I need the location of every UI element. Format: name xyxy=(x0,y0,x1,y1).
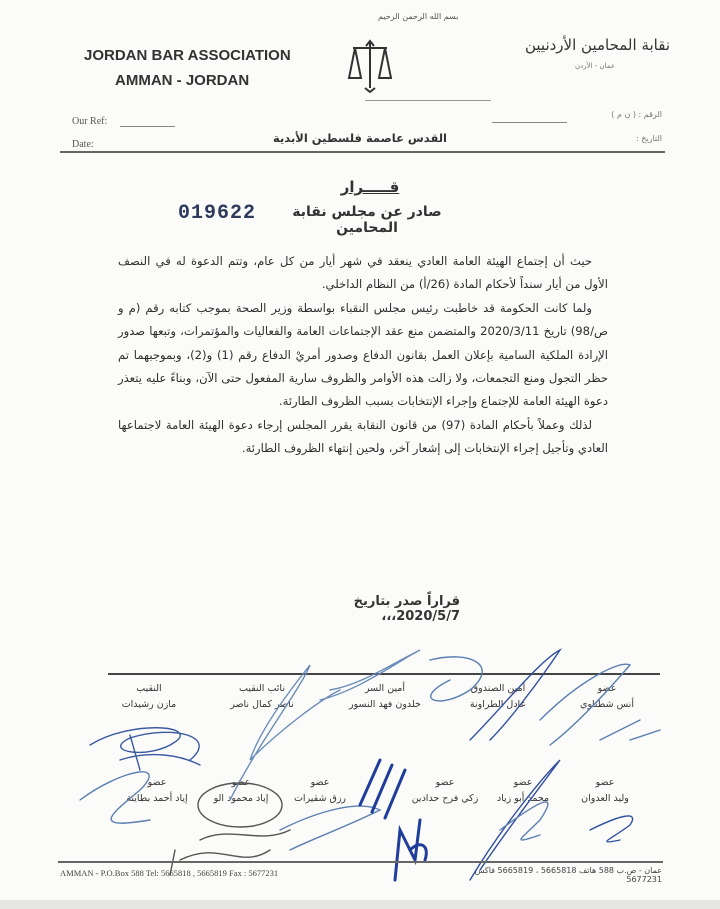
logo-underline xyxy=(365,100,491,101)
paragraph-2: ولما كانت الحكومة قد خاطبت رئيس مجلس النقباء بواسطة وزير الصحة بموجب كتابه رقم (م و ص/98) تاريخ 2020/3/11 والمتضمن منع عقد الإجتماعات العامة والفعاليات والمؤتمرات، وتبعها صدور الإرادة الملكية السامية بإعلان العمل بقانون الدفاع وصدور أمريْ الدفاع رقم (1) و(2)، وبموجبهما تم حظر التجول ومنع التجمعات، ولا زالت هذه الأوامر والظروف سارية المفعول حتى الآن، وبناءً عليه يتعذر دعوة الهيئة العامة للإجتماع وإجراء الإنتخابات بسبب الظروف الطارئة. xyxy=(118,300,609,409)
decision-body xyxy=(118,250,608,461)
signature-line xyxy=(108,673,660,675)
english-association-name: JORDAN BAR ASSOCIATION xyxy=(84,47,291,64)
date-label-ar: التاريخ : xyxy=(635,134,662,143)
scan-border xyxy=(0,900,720,909)
ref-label-ar: الرقم : ( ن م ) xyxy=(611,110,662,119)
issued-date: قراراً صدر بتاريخ 2020/5/7،،، xyxy=(353,594,460,624)
signatory-member: عضو وليد العدوان xyxy=(581,777,629,804)
signatory-member: عضو محمد أبو زياد xyxy=(496,777,550,804)
signatory-vice-president: نائب النقيب ناصر كمال ناصر xyxy=(230,683,294,710)
signatory-member: عضو رزق شقيرات xyxy=(293,777,347,804)
paragraph-1: حيث أن إجتماع الهيئة العامة العادي ينعقد في شهر أيار من كل عام، وتتم الدعوة له في النصف الأول من أيار سنداً لأحكام المادة (26/أ) من النظام الداخلي. xyxy=(118,254,608,292)
decision-title: قـــــرار xyxy=(340,178,400,196)
signatory-member: عضو إياد أحمد بطاينة xyxy=(126,777,188,804)
signatory-president: النقيب مازن رشيدات xyxy=(121,683,177,710)
arabic-association-name: نقابة المحامين الأردنيين xyxy=(524,36,670,54)
date-label: Date: xyxy=(72,139,94,150)
arabic-city: عمان - الأردن xyxy=(574,62,616,70)
paragraph-3: لذلك وعملاً بأحكام المادة (97) من قانون النقابة يقرر المجلس إرجاء دعوة الهيئة العامة لاجتماعها العادي وتأجيل إجراء الإنتخابات إلى إشعار آخر، ولحين إنتهاء الظروف الطارئة. xyxy=(118,417,608,456)
signatory-member: عضو زكي فرح حدادين xyxy=(411,777,479,804)
signatory-member: عضو إياد محمود الو xyxy=(213,777,269,804)
our-ref-label: Our Ref: xyxy=(72,116,108,127)
scales-of-justice-logo xyxy=(345,38,395,93)
ref-field-ar[interactable] xyxy=(492,122,567,123)
signatory-member: عضو أنس شطناوي xyxy=(580,683,634,710)
basmala: بسم الله الرحمن الرحيم xyxy=(378,12,459,21)
slogan: القدس عاصمة فلسطين الأبدية xyxy=(273,131,447,145)
footer-contact-english: AMMAN - P.O.Box 588 Tel: 5665818 , 5665819 Fax : 5677231 xyxy=(60,868,279,878)
footer-divider xyxy=(58,861,663,863)
our-ref-field[interactable] xyxy=(120,126,175,127)
serial-number: 019622 xyxy=(178,202,257,225)
footer-contact-arabic: عمان - ص.ب 588 هاتف 5665818 ، 5665819 فاكس 5677231 xyxy=(474,866,662,884)
signatory-treasurer: أمين الصندوق عادل الطراونة xyxy=(469,683,527,710)
signatory-secretary: أمين السر خلدون فهد النسور xyxy=(349,683,421,710)
header-divider xyxy=(60,151,665,153)
english-city: AMMAN - JORDAN xyxy=(115,72,250,89)
decision-subtitle: صادر عن مجلس نقابة المحامين xyxy=(292,204,442,236)
